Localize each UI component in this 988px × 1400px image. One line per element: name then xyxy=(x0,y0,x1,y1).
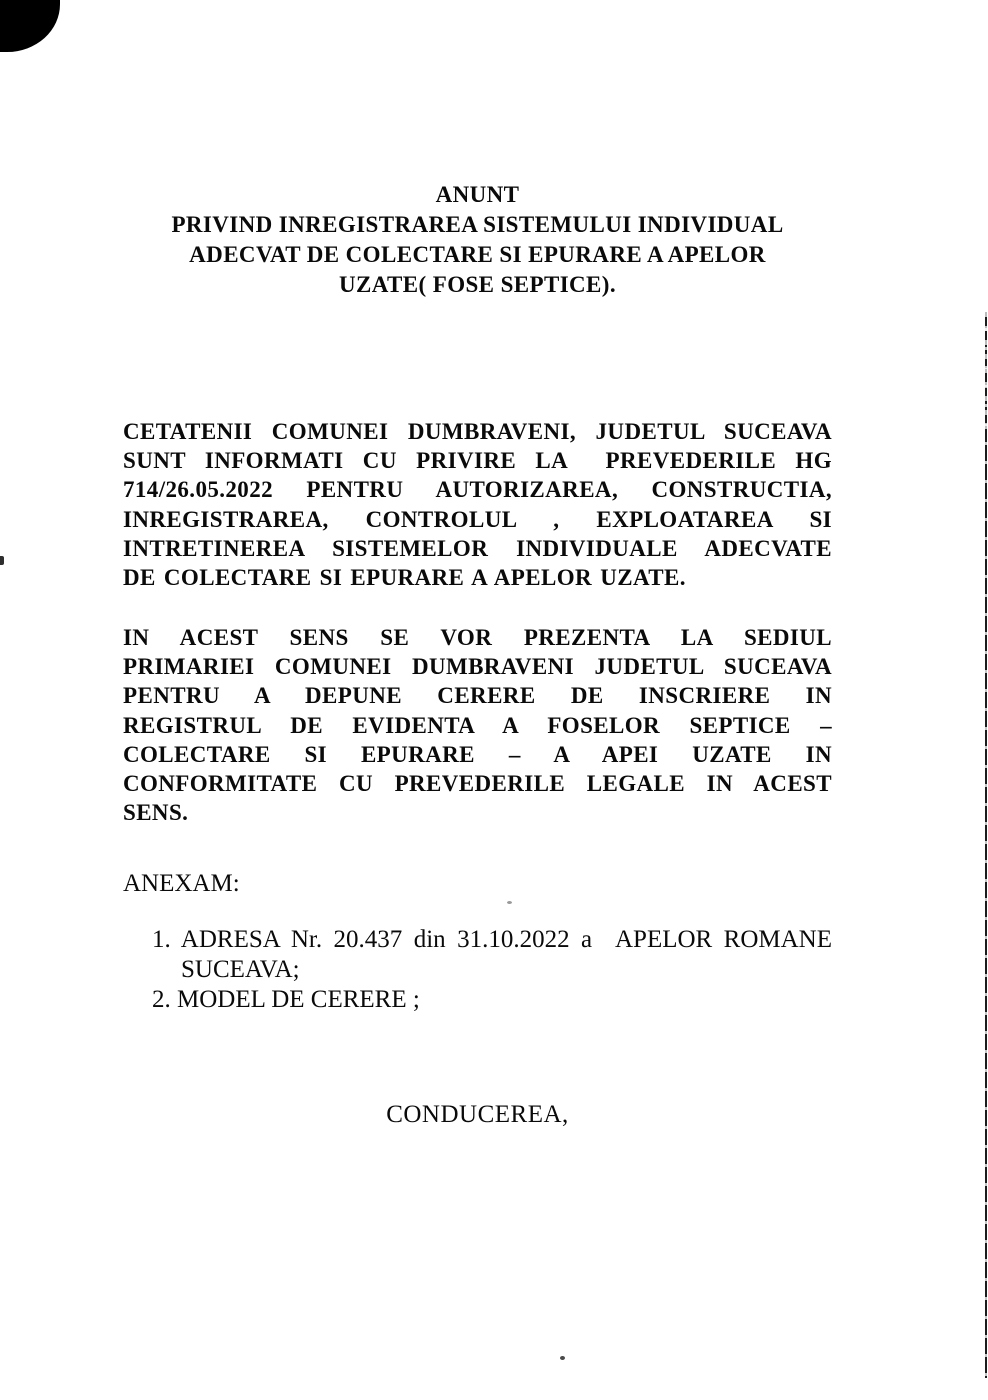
scan-corner-artifact xyxy=(0,0,60,52)
text-line: PRIMARIEI COMUNEI DUMBRAVENI JUDETUL SUCEAVA xyxy=(123,654,832,680)
text-line: INREGISTRAREA, CONTROLUL , EXPLOATAREA SI xyxy=(123,506,832,532)
title-line: PRIVIND INREGISTRAREA SISTEMULUI INDIVIDUAL xyxy=(171,212,784,237)
paragraph-1 xyxy=(123,417,832,592)
text-line: INTRETINEREA SISTEMELOR INDIVIDUALE ADECVATE xyxy=(123,535,832,561)
text-line: CONFORMITATE CU PREVEDERILE LEGALE IN ACEST xyxy=(123,771,832,797)
scan-speck xyxy=(507,901,512,904)
text-line: IN ACEST SENS SE VOR PREZENTA LA SEDIUL xyxy=(123,625,832,650)
text-line: SENS. xyxy=(123,800,189,826)
text-line: PENTRU A DEPUNE CERERE DE INSCRIERE IN xyxy=(123,683,832,709)
scan-edge-line-fade xyxy=(985,312,987,432)
text-line: CETATENII COMUNEI DUMBRAVENI, JUDETUL SUCEAVA xyxy=(123,419,832,444)
annex-heading: ANEXAM: xyxy=(123,870,240,897)
scan-speck xyxy=(560,1356,565,1360)
text-line: DE COLECTARE SI EPURARE A APELOR UZATE. xyxy=(123,565,686,591)
title-line: ANUNT xyxy=(435,182,520,207)
text-line: REGISTRUL DE EVIDENTA A FOSELOR SEPTICE – xyxy=(123,712,832,738)
paragraph-2 xyxy=(123,623,832,827)
list-item: 1. ADRESA Nr. 20.437 din 31.10.2022 a APELOR ROMANE xyxy=(152,926,832,953)
scan-edge-line xyxy=(985,312,987,1378)
document-title xyxy=(123,180,832,300)
title-line: UZATE( FOSE SEPTICE). xyxy=(339,272,616,297)
list-item-continuation: SUCEAVA; xyxy=(181,956,300,983)
title-line: ADECVAT DE COLECTARE SI EPURARE A APELOR xyxy=(189,242,766,267)
text-line: COLECTARE SI EPURARE – A APEI UZATE IN xyxy=(123,741,832,767)
list-item: 2. MODEL DE CERERE ; xyxy=(152,986,420,1013)
signature-line: CONDUCEREA, xyxy=(386,1101,569,1128)
text-line: 714/26.05.2022 PENTRU AUTORIZAREA, CONSTRUCTIA, xyxy=(123,477,832,503)
annex-list xyxy=(152,925,832,1015)
text-line: SUNT INFORMATI CU PRIVIRE LA PREVEDERILE HG xyxy=(123,448,832,474)
scan-left-tick-artifact xyxy=(0,556,4,565)
